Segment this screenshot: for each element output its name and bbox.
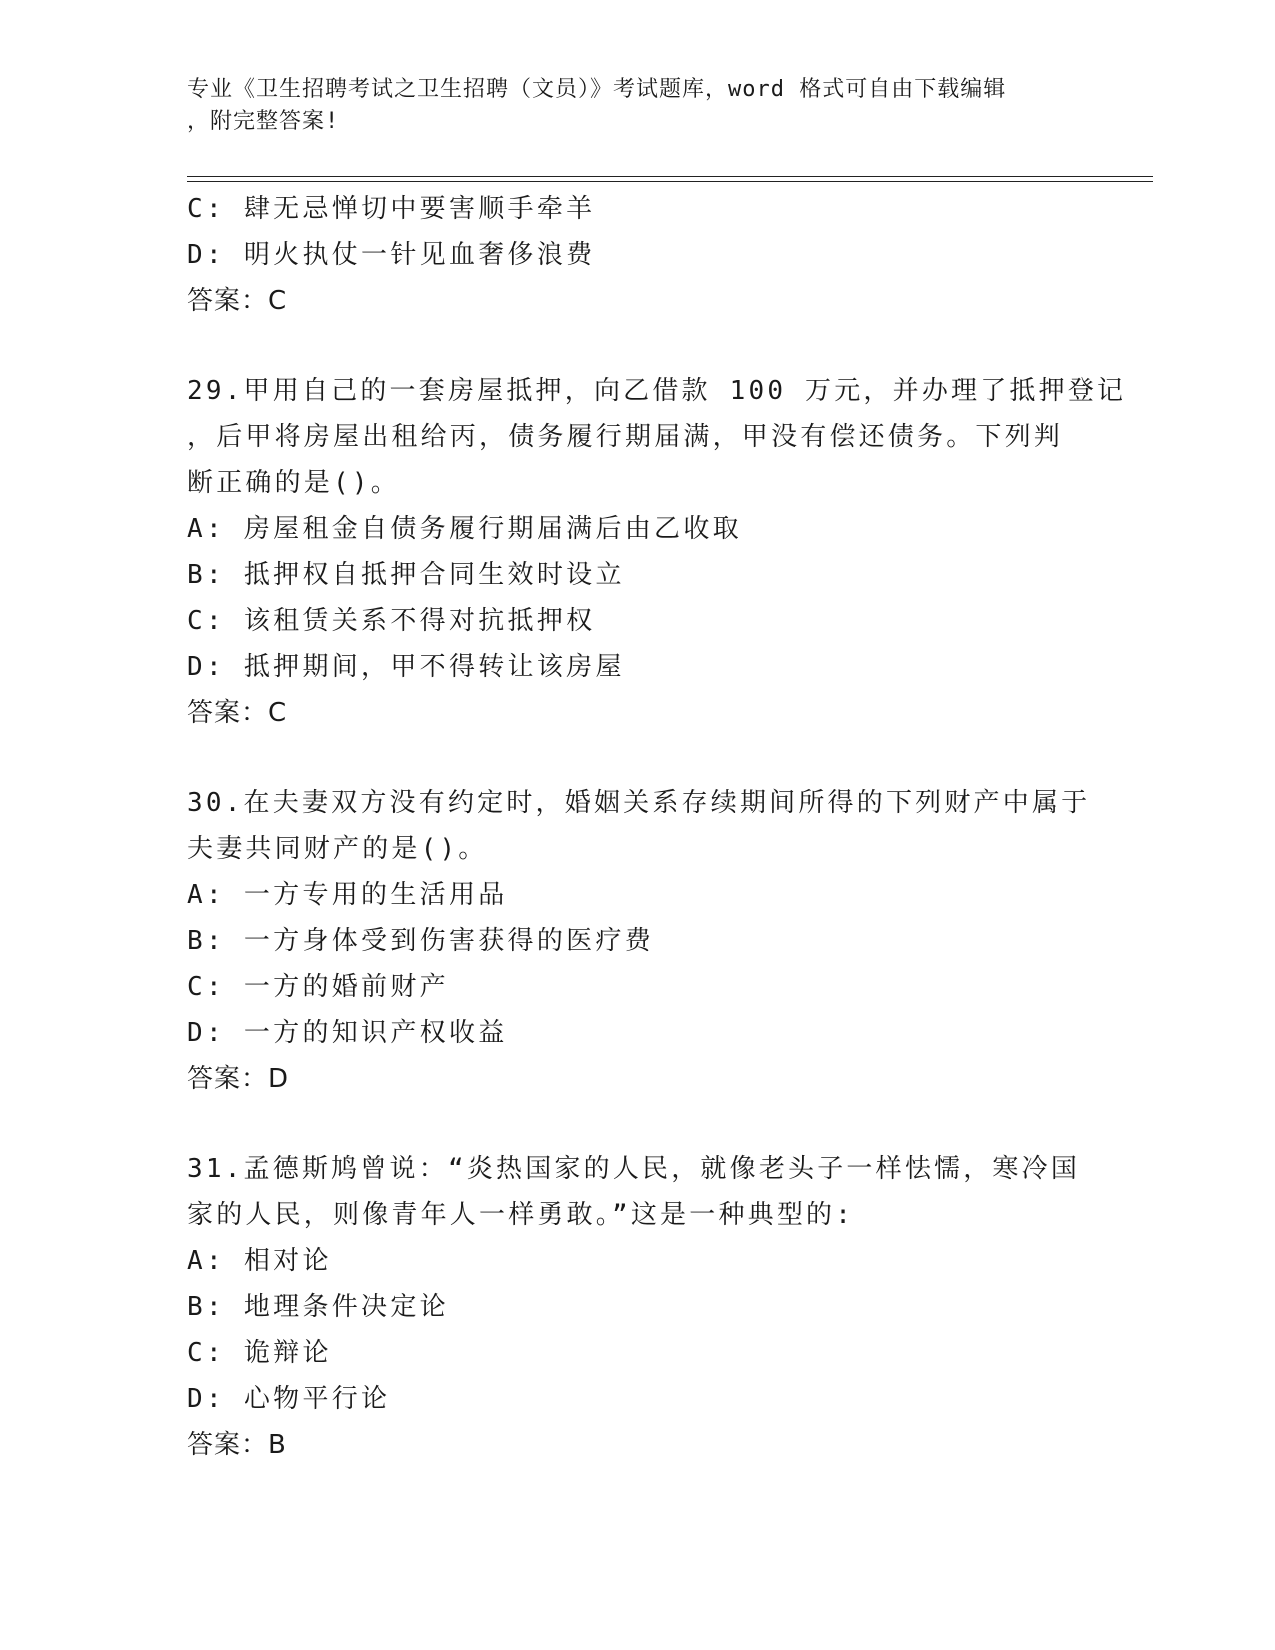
stem-line: ，后甲将房屋出租给丙，债务履行期届满，甲没有偿还债务。下列判 — [187, 422, 1064, 452]
spacer — [187, 1102, 1087, 1146]
option-a: A: 相对论 — [187, 1246, 332, 1276]
option-a: A: 房屋租金自债务履行期届满后由乙收取 — [187, 514, 742, 544]
document-header — [187, 74, 1067, 138]
stem-line: 29.甲用自己的一套房屋抵押，向乙借款 100 万元，并办理了抵押登记 — [187, 376, 1127, 406]
header-divider-bottom — [187, 181, 1153, 182]
question-stem — [187, 1146, 1087, 1238]
answer-line: 答案：C — [187, 286, 288, 316]
option-d: D: 心物平行论 — [187, 1384, 391, 1414]
option-d: D: 抵押期间，甲不得转让该房屋 — [187, 652, 625, 682]
header-line-2: ，附完整答案! — [187, 109, 340, 134]
option-c: C: 该租赁关系不得对抗抵押权 — [187, 606, 596, 636]
answer-line: 答案：D — [187, 1064, 290, 1094]
answer-line: 答案：C — [187, 698, 288, 728]
stem-line: 家的人民，则像青年人一样勇敢。”这是一种典型的: — [187, 1200, 855, 1230]
option-c: C: 诡辩论 — [187, 1338, 332, 1368]
question-block-29 — [187, 368, 1127, 736]
spacer — [187, 324, 1087, 368]
option-c: C: 一方的婚前财产 — [187, 972, 449, 1002]
option-a: A: 一方专用的生活用品 — [187, 880, 508, 910]
option-d: D: 明火执仗一针见血奢侈浪费 — [187, 240, 596, 270]
header-line-1: 专业《卫生招聘考试之卫生招聘（文员）》考试题库，word 格式可自由下载编辑 — [187, 77, 1007, 102]
question-block-30 — [187, 780, 1091, 1102]
question-stem — [187, 368, 1127, 506]
question-block-28 — [187, 186, 1087, 324]
stem-line: 30.在夫妻双方没有约定时，婚姻关系存续期间所得的下列财产中属于 — [187, 788, 1091, 818]
stem-line: 断正确的是()。 — [187, 468, 400, 498]
answer-line: 答案：B — [187, 1430, 287, 1460]
stem-line: 夫妻共同财产的是()。 — [187, 834, 488, 864]
spacer — [187, 736, 1087, 780]
option-b: B: 地理条件决定论 — [187, 1292, 449, 1322]
header-divider-top — [187, 176, 1153, 177]
question-stem — [187, 780, 1091, 872]
option-b: B: 一方身体受到伤害获得的医疗费 — [187, 926, 655, 956]
option-d: D: 一方的知识产权收益 — [187, 1018, 508, 1048]
option-c: C: 肆无忌惮切中要害顺手牵羊 — [187, 194, 596, 224]
question-list — [187, 186, 1127, 1468]
question-block-31 — [187, 1146, 1087, 1468]
option-b: B: 抵押权自抵押合同生效时设立 — [187, 560, 625, 590]
stem-line: 31.孟德斯鸠曾说：“炎热国家的人民，就像老头子一样怯懦，寒冷国 — [187, 1154, 1081, 1184]
